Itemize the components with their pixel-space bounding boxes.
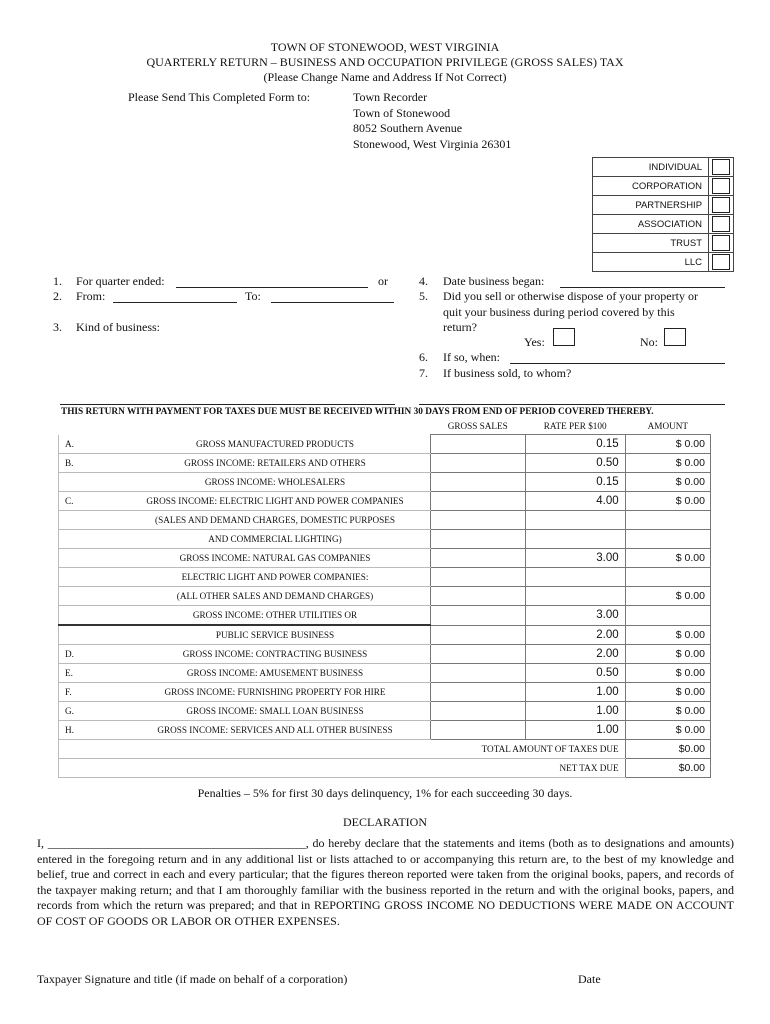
table-row: [59, 702, 711, 721]
net-tax-label: NET TAX DUE: [430, 759, 625, 778]
row-letter: [59, 549, 121, 568]
trust-checkbox[interactable]: [712, 235, 730, 251]
gross-sales-input[interactable]: [430, 473, 525, 492]
entity-label-llc: LLC: [593, 253, 709, 272]
total-row: [59, 740, 711, 759]
table-row: [59, 683, 711, 702]
q2-number: 2.: [53, 289, 62, 303]
amount-value: $ 0.00: [625, 492, 710, 511]
signature-label: Taxpayer Signature and title (if made on behalf of a corporation): [37, 972, 348, 986]
payment-deadline-notice: THIS RETURN WITH PAYMENT FOR TAXES DUE MUST BE RECEIVED WITHIN 30 DAYS FROM END OF PERIOD COVERED THEREBY.: [61, 407, 654, 417]
sold-to-whom-field[interactable]: [419, 404, 725, 405]
q7-number: 7.: [419, 366, 428, 380]
rate-header: RATE PER $100: [543, 421, 607, 431]
row-letter: H.: [59, 721, 121, 740]
row-description: GROSS INCOME: AMUSEMENT BUSINESS: [120, 664, 430, 683]
gross-sales-header: GROSS SALES: [447, 421, 508, 431]
rate-value: 3.00: [525, 606, 625, 626]
gross-sales-input[interactable]: [430, 664, 525, 683]
gross-sales-cell: [430, 530, 525, 549]
table-row: [59, 511, 711, 530]
yes-checkbox[interactable]: [553, 328, 575, 346]
q1-label: For quarter ended:: [76, 274, 165, 288]
entity-label-association: ASSOCIATION: [593, 215, 709, 234]
gross-sales-cell: [430, 568, 525, 587]
q6-label: If so, when:: [443, 350, 500, 364]
amount-value: $ 0.00: [625, 683, 710, 702]
net-tax-amount: $0.00: [625, 759, 710, 778]
amount-value: [625, 511, 710, 530]
q5-line: Did you sell or otherwise dispose of your property or: [443, 289, 698, 303]
net-row: [59, 759, 711, 778]
llc-checkbox[interactable]: [712, 254, 730, 270]
q4-label: Date business began:: [443, 274, 545, 288]
rate-value: 0.50: [525, 664, 625, 683]
gross-sales-cell: [430, 606, 525, 626]
table-row: [59, 530, 711, 549]
table-row: [59, 454, 711, 473]
tax-computation-table: [58, 418, 711, 778]
amount-header: AMOUNT: [647, 421, 688, 431]
total-taxes-amount: $0.00: [625, 740, 710, 759]
rate-value: 2.00: [525, 645, 625, 664]
amount-value: $ 0.00: [625, 721, 710, 740]
amount-value: $ 0.00: [625, 625, 710, 645]
rate-value: 1.00: [525, 702, 625, 721]
amount-value: $ 0.00: [625, 435, 710, 454]
row-description: GROSS INCOME: WHOLESALERS: [120, 473, 430, 492]
row-letter: [59, 625, 121, 645]
yes-label: Yes:: [524, 335, 545, 349]
gross-sales-cell: [430, 511, 525, 530]
rate-value: [525, 587, 625, 606]
amount-value: $ 0.00: [625, 645, 710, 664]
table-row: [59, 473, 711, 492]
address-line: Stonewood, West Virginia 26301: [353, 136, 512, 151]
row-letter: G.: [59, 702, 121, 721]
gross-sales-input[interactable]: [430, 721, 525, 740]
declaration-title: DECLARATION: [343, 815, 427, 829]
date-business-began-field[interactable]: [560, 287, 725, 288]
row-description: GROSS MANUFACTURED PRODUCTS: [120, 435, 430, 454]
row-description: (ALL OTHER SALES AND DEMAND CHARGES): [120, 587, 430, 606]
row-description: GROSS INCOME: SMALL LOAN BUSINESS: [120, 702, 430, 721]
table-row: [59, 606, 711, 626]
row-description: GROSS INCOME: FURNISHING PROPERTY FOR HIRE: [120, 683, 430, 702]
entity-label-trust: TRUST: [593, 234, 709, 253]
table-row: [59, 587, 711, 606]
row-letter: F.: [59, 683, 121, 702]
q3-number: 3.: [53, 320, 62, 334]
entity-label-individual: INDIVIDUAL: [593, 158, 709, 177]
kind-of-business-field[interactable]: [60, 404, 395, 405]
address-line: 8052 Southern Avenue: [353, 121, 463, 135]
q1-or: or: [378, 274, 388, 288]
row-description: (SALES AND DEMAND CHARGES, DOMESTIC PURPOSES: [120, 511, 430, 530]
table-row: [59, 645, 711, 664]
table-row: [59, 492, 711, 511]
row-letter: [59, 511, 121, 530]
row-letter: A.: [59, 435, 121, 454]
amount-value: $ 0.00: [625, 587, 710, 606]
row-description: AND COMMERCIAL LIGHTING): [120, 530, 430, 549]
rate-value: 2.00: [525, 625, 625, 645]
rate-value: 1.00: [525, 721, 625, 740]
row-letter: [59, 473, 121, 492]
rate-value: 4.00: [525, 492, 625, 511]
form-subtitle: QUARTERLY RETURN – BUSINESS AND OCCUPATION PRIVILEGE (GROSS SALES) TAX: [146, 55, 624, 69]
row-letter: [59, 568, 121, 587]
amount-value: $ 0.00: [625, 664, 710, 683]
table-row: [59, 664, 711, 683]
partnership-checkbox[interactable]: [712, 197, 730, 213]
no-checkbox[interactable]: [664, 328, 686, 346]
gross-sales-input[interactable]: [430, 683, 525, 702]
address-line: Town Recorder: [353, 90, 428, 104]
row-description: GROSS INCOME: CONTRACTING BUSINESS: [120, 645, 430, 664]
row-letter: [59, 530, 121, 549]
q7-label: If business sold, to whom?: [443, 366, 572, 380]
gross-sales-input[interactable]: [430, 702, 525, 721]
row-letter: [59, 587, 121, 606]
row-description: GROSS INCOME: ELECTRIC LIGHT AND POWER COMPANIES: [120, 492, 430, 511]
rate-value: 0.15: [525, 473, 625, 492]
form-instruction: (Please Change Name and Address If Not Correct): [263, 70, 507, 84]
entity-label-corporation: CORPORATION: [593, 177, 709, 196]
rate-value: [525, 568, 625, 587]
amount-value: [625, 606, 710, 626]
sold-when-field[interactable]: [510, 363, 725, 364]
amount-value: [625, 568, 710, 587]
declaration-text: I, ___________________________________________, do hereby declare that the statements and items (both as to designations and amounts) entered in the foregoing return and in any additional list or lists attached to or accompanying this return are, to the best of my knowledge and belief, true and correct in each and every particular; that the figures thereon reported were taken from the original books, papers, and records of the taxpayer making return; and that I am thoroughly familiar with the business reported in the return and with the original books, papers, and records from which the return was prepared; and that in REPORTING GROSS INCOME NO DEDUCTIONS WERE MADE ON ACCOUNT OF COST OF GOODS OR LABOR OR OTHER EXPENSES.: [37, 836, 734, 928]
gross-sales-input[interactable]: [430, 454, 525, 473]
corporation-checkbox[interactable]: [712, 178, 730, 194]
gross-sales-input[interactable]: [430, 625, 525, 645]
from-date-field[interactable]: [113, 302, 237, 303]
gross-sales-input[interactable]: [430, 492, 525, 511]
entity-label-partnership: PARTNERSHIP: [593, 196, 709, 215]
row-description: GROSS INCOME: NATURAL GAS COMPANIES: [120, 549, 430, 568]
rate-value: [525, 530, 625, 549]
rate-value: 1.00: [525, 683, 625, 702]
row-letter: [59, 606, 121, 626]
table-row: [59, 625, 711, 645]
amount-value: $ 0.00: [625, 549, 710, 568]
individual-checkbox[interactable]: [712, 159, 730, 175]
q5-number: 5.: [419, 289, 428, 303]
date-label: Date: [578, 972, 601, 986]
table-row: [59, 721, 711, 740]
rate-value: [525, 511, 625, 530]
to-date-field[interactable]: [271, 302, 394, 303]
penalties-note: Penalties – 5% for first 30 days delinquency, 1% for each succeeding 30 days.: [197, 786, 573, 800]
total-taxes-label: TOTAL AMOUNT OF TAXES DUE: [430, 740, 625, 759]
gross-sales-input[interactable]: [430, 435, 525, 454]
q2-to-label: To:: [245, 289, 261, 303]
rate-value: 0.15: [525, 435, 625, 454]
rate-value: 3.00: [525, 549, 625, 568]
gross-sales-input[interactable]: [430, 645, 525, 664]
table-row: [59, 549, 711, 568]
q1-number: 1.: [53, 274, 62, 288]
send-to-label: Please Send This Completed Form to:: [128, 90, 311, 104]
row-letter: C.: [59, 492, 121, 511]
amount-value: $ 0.00: [625, 454, 710, 473]
amount-value: $ 0.00: [625, 702, 710, 721]
q3-label: Kind of business:: [76, 320, 160, 334]
address-line: Town of Stonewood: [353, 105, 451, 120]
form-title: TOWN OF STONEWOOD, WEST VIRGINIA: [270, 40, 500, 54]
amount-value: $ 0.00: [625, 473, 710, 492]
q5-line: quit your business during period covered by this: [443, 304, 675, 319]
send-to-address: [353, 90, 511, 152]
rate-value: 0.50: [525, 454, 625, 473]
row-letter: E.: [59, 664, 121, 683]
row-description: PUBLIC SERVICE BUSINESS: [120, 625, 430, 645]
entity-type-table: [592, 157, 734, 272]
q2-label: From:: [76, 289, 106, 303]
q6-number: 6.: [419, 350, 428, 364]
row-letter: D.: [59, 645, 121, 664]
row-description: GROSS INCOME: RETAILERS AND OTHERS: [120, 454, 430, 473]
gross-sales-input[interactable]: [430, 587, 525, 606]
no-label: No:: [640, 335, 658, 349]
amount-value: [625, 530, 710, 549]
table-row: [59, 435, 711, 454]
row-description: GROSS INCOME: OTHER UTILITIES OR: [120, 606, 430, 626]
association-checkbox[interactable]: [712, 216, 730, 232]
q4-number: 4.: [419, 274, 428, 288]
gross-sales-input[interactable]: [430, 549, 525, 568]
row-letter: B.: [59, 454, 121, 473]
row-description: ELECTRIC LIGHT AND POWER COMPANIES:: [120, 568, 430, 587]
q5-line: return?: [443, 320, 477, 334]
row-description: GROSS INCOME: SERVICES AND ALL OTHER BUSINESS: [120, 721, 430, 740]
quarter-ended-field[interactable]: [176, 287, 368, 288]
table-row: [59, 568, 711, 587]
